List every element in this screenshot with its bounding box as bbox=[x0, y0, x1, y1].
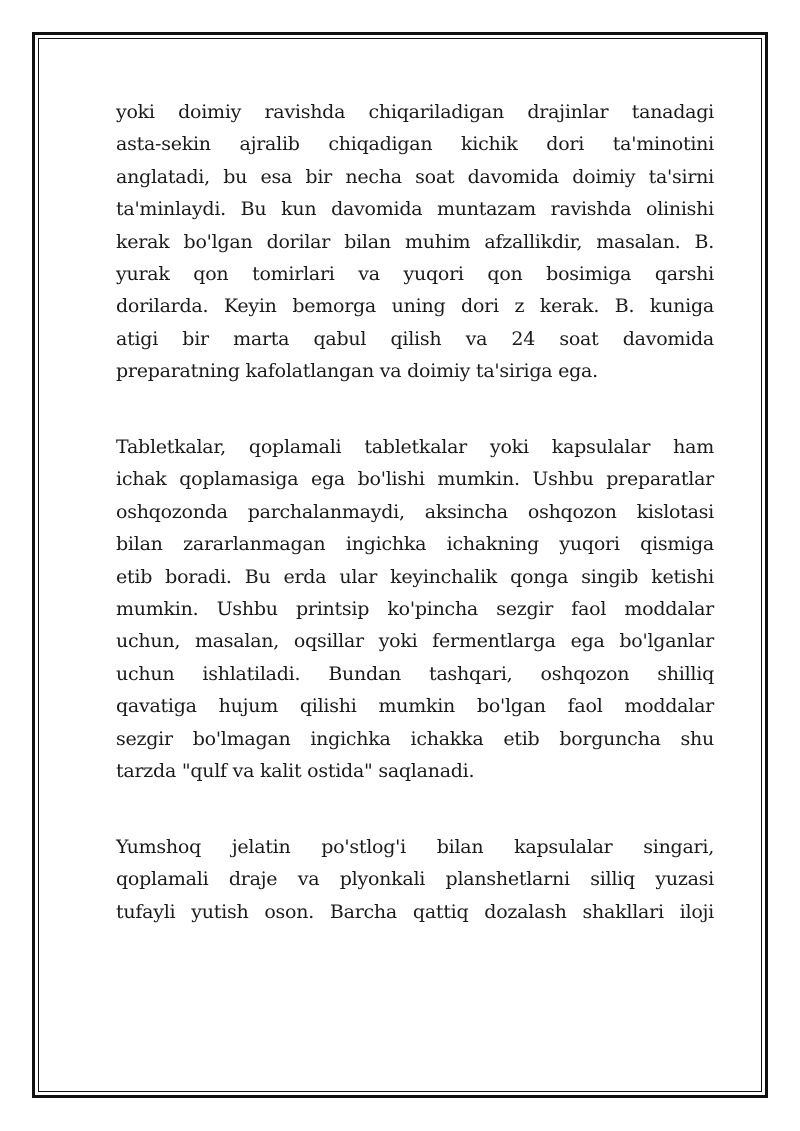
text-line: ichak qoplamasiga ega bo'lishi mumkin. Ushbu preparatlar bbox=[116, 468, 714, 491]
text-line: qavatiga hujum qilishi mumkin bo'lgan faol moddalar bbox=[116, 695, 714, 718]
text-line: oshqozonda parchalanmaydi, aksincha oshqozon kislotasi bbox=[116, 500, 714, 523]
text-line: uchun ishlatiladi. Bundan tashqari, oshqozon shilliq bbox=[116, 662, 714, 685]
text-line: qoplamali draje va plyonkali planshetlarni silliq yuzasi bbox=[116, 868, 714, 891]
text-line: yoki doimiy ravishda chiqariladigan drajinlar tanadagi bbox=[116, 101, 714, 123]
text-line: asta-sekin ajralib chiqadigan kichik dori ta'minotini bbox=[116, 133, 714, 156]
text-line: kerak bo'lgan dorilar bilan muhim afzallikdir, masalan. B. bbox=[116, 230, 714, 253]
text-line: etib boradi. Bu erda ular keyinchalik qonga singib ketishi bbox=[116, 565, 714, 588]
text-line: preparatning kafolatlangan va doimiy ta'siriga ega. bbox=[116, 360, 598, 383]
text-line: atigi bir marta qabul qilish va 24 soat davomida bbox=[116, 327, 714, 350]
text-line: sezgir bo'lmagan ingichka ichakka etib borguncha shu bbox=[116, 727, 714, 750]
paragraph-3 bbox=[116, 831, 714, 928]
text-line: mumkin. Ushbu printsip ko'pincha sezgir faol moddalar bbox=[116, 597, 714, 620]
paragraph-2 bbox=[116, 431, 714, 787]
text-line: yurak qon tomirlari va yuqori qon bosimiga qarshi bbox=[116, 262, 714, 285]
paragraph-1 bbox=[116, 96, 714, 388]
text-line: tufayli yutish oson. Barcha qattiq dozalash shakllari iloji bbox=[116, 900, 714, 923]
text-line: Tabletkalar, qoplamali tabletkalar yoki kapsulalar ham bbox=[116, 436, 714, 458]
text-line: ta'minlaydi. Bu kun davomida muntazam ravishda olinishi bbox=[116, 198, 714, 221]
text-line: bilan zararlanmagan ingichka ichakning yuqori qismiga bbox=[116, 533, 714, 556]
text-line: Yumshoq jelatin po'stlog'i bilan kapsulalar singari, bbox=[116, 836, 714, 858]
text-line: anglatadi, bu esa bir necha soat davomida doimiy ta'sirni bbox=[116, 165, 714, 188]
text-line: tarzda "qulf va kalit ostida" saqlanadi. bbox=[116, 759, 475, 782]
text-line: uchun, masalan, oqsillar yoki fermentlarga ega bo'lganlar bbox=[116, 630, 714, 653]
text-line: dorilarda. Keyin bemorga uning dori z kerak. B. kuniga bbox=[116, 295, 714, 318]
